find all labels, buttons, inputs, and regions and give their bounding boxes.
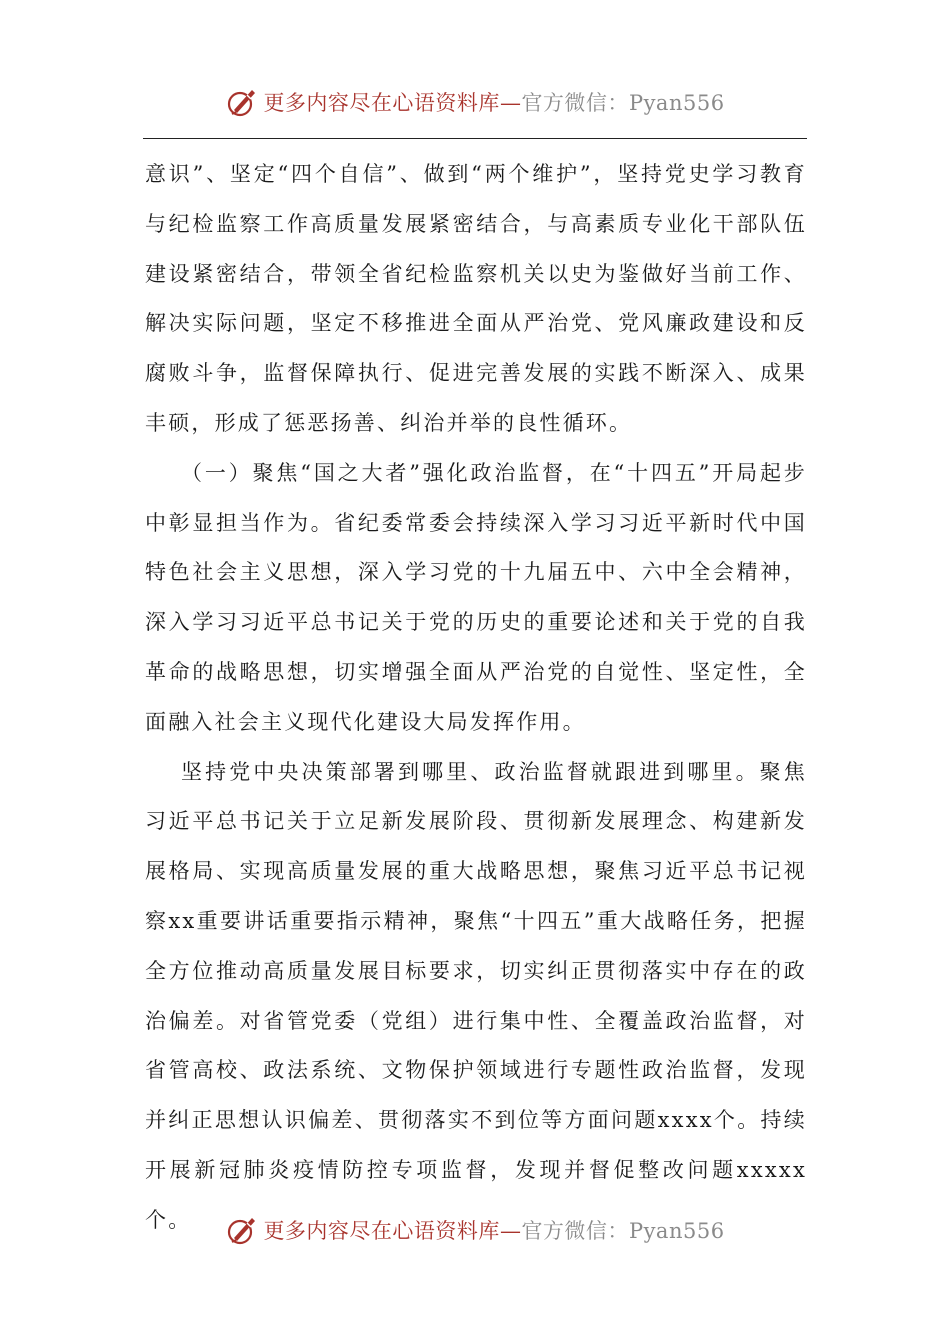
watermark-text: 更多内容尽在心语资料库—官方微信：Pyan556 (263, 1219, 725, 1243)
quill-pen-icon (225, 1213, 259, 1247)
document-body (145, 150, 807, 1246)
header-watermark (0, 82, 950, 122)
paragraph: 坚持党中央决策部署到哪里、政治监督就跟进到哪里。聚焦习近平总书记关于立足新发展阶段、贯彻新发展理念、构建新发展格局、实现高质量发展的重大战略思想，聚焦习近平总书记视察xx重要讲话重要指示精神，聚焦“十四五”重大战略任务，把握全方位推动高质量发展目标要求，切实纠正贯彻落实中存在的政治偏差。对省管党委（党组）进行集中性、全覆盖政治监督，对省管高校、政法系统、文物保护领域进行专题性政治监督，发现并纠正思想认识偏差、贯彻落实不到位等方面问题xxxx个。持续开展新冠肺炎疫情防控专项监督，发现并督促整改问题xxxxx个。 (145, 759, 807, 1232)
watermark-text: 更多内容尽在心语资料库—官方微信：Pyan556 (263, 91, 725, 115)
footer-watermark (0, 1210, 950, 1250)
quill-pen-icon (225, 85, 259, 119)
header-divider (143, 138, 807, 139)
paragraph: （一）聚焦“国之大者”强化政治监督，在“十四五”开局起步中彰显担当作为。省纪委常委会持续深入学习习近平新时代中国特色社会主义思想，深入学习党的十九届五中、六中全会精神，深入学习习近平总书记关于党的历史的重要论述和关于党的自我革命的战略思想，切实增强全面从严治党的自觉性、坚定性，全面融入社会主义现代化建设大局发挥作用。 (145, 460, 807, 734)
paragraph: 意识”、坚定“四个自信”、做到“两个维护”，坚持党史学习教育与纪检监察工作高质量发展紧密结合，与高素质专业化干部队伍建设紧密结合，带领全省纪检监察机关以史为鉴做好当前工作、解决实际问题，坚定不移推进全面从严治党、党风廉政建设和反腐败斗争，监督保障执行、促进完善发展的实践不断深入、成果丰硕，形成了惩恶扬善、纠治并举的良性循环。 (145, 162, 807, 435)
